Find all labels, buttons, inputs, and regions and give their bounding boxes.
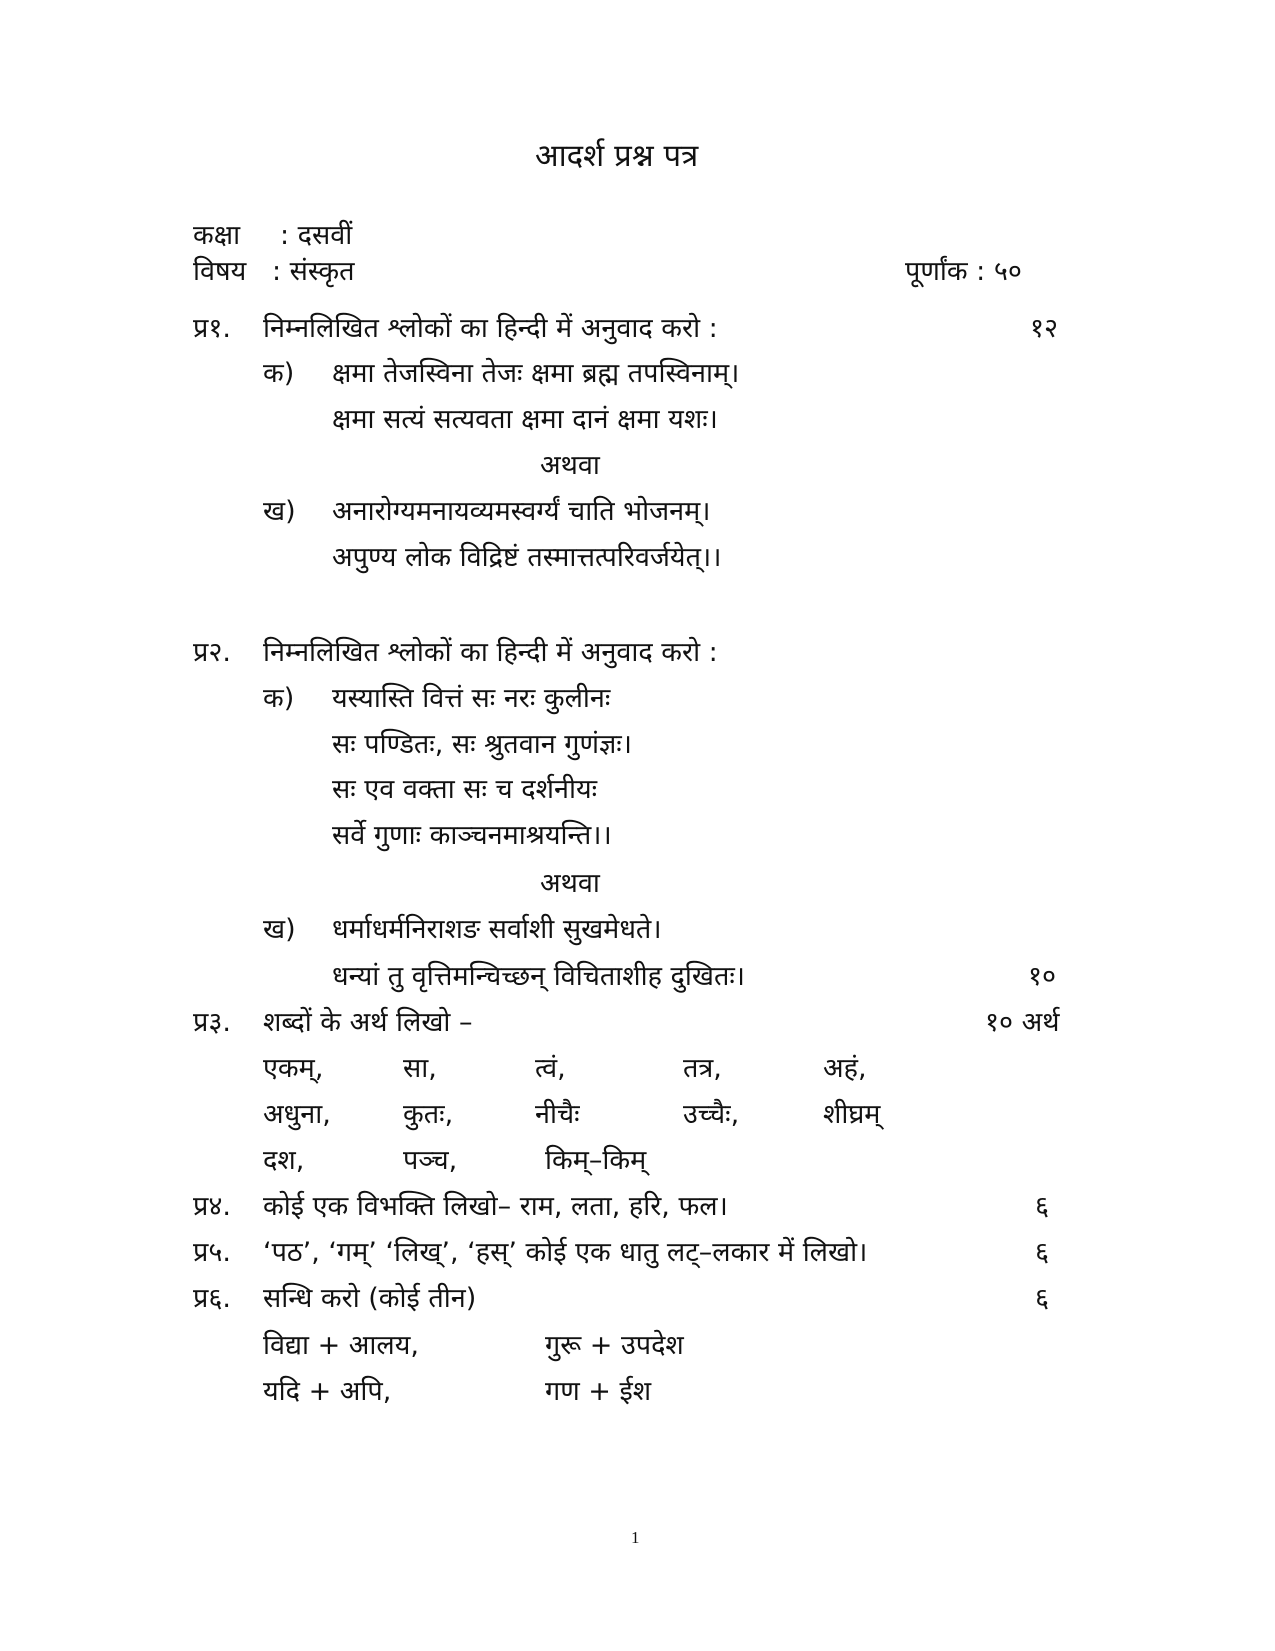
word-item: अहं, bbox=[823, 1053, 867, 1084]
page-number: 1 bbox=[631, 1528, 640, 1547]
q2-marks: १० bbox=[1028, 961, 1057, 992]
q4-text: कोई एक विभक्ति लिखो– राम, लता, हरि, फल। bbox=[263, 1191, 728, 1222]
q2-a-line2: सः पण्डितः, सः श्रुतवान गुणंज्ञः। bbox=[332, 729, 632, 760]
q2-b-line1: धर्माधर्मनिराशङ सर्वाशी सुखमेधते। bbox=[332, 914, 662, 945]
q1-a-line1: क्षमा तेजस्विना तेजः क्षमा ब्रह्म तपस्विनाम्। bbox=[332, 358, 740, 389]
subject-label: विषय bbox=[193, 256, 247, 287]
q2-b-line2: धन्यां तु वृत्तिमन्चिच्छन् विचिताशीह दुखितः। bbox=[332, 961, 746, 992]
q2-text: निम्नलिखित श्लोकों का हिन्दी में अनुवाद करो : bbox=[263, 637, 718, 668]
q1-marks: १२ bbox=[1030, 313, 1059, 344]
subject-value: : संस्कृत bbox=[272, 256, 355, 287]
q6-text: सन्धि करो (कोई तीन) bbox=[263, 1283, 477, 1314]
q1-b-label: ख) bbox=[263, 496, 296, 527]
word-item: त्वं, bbox=[535, 1053, 566, 1084]
word-item: नीचैः bbox=[535, 1099, 580, 1130]
q4-marks: ६ bbox=[1035, 1191, 1050, 1222]
sandhi-item: विद्या + आलय, bbox=[263, 1330, 419, 1361]
word-item: शीघ्रम् bbox=[823, 1099, 881, 1130]
q6-marks: ६ bbox=[1035, 1283, 1050, 1314]
page-title: आदर्श प्रश्न पत्र bbox=[535, 138, 699, 174]
q2-or: अथवा bbox=[540, 868, 600, 899]
q2-a-line3: सः एव वक्ता सः च दर्शनीयः bbox=[332, 774, 598, 805]
q2-a-label: क) bbox=[263, 683, 295, 714]
q1-a-label: क) bbox=[263, 358, 295, 389]
total-marks: पूर्णांक : ५० bbox=[905, 256, 1022, 287]
class-label: कक्षा bbox=[193, 220, 241, 251]
word-item: किम्–किम् bbox=[545, 1145, 647, 1176]
q3-marks: १० अर्थ bbox=[985, 1007, 1060, 1038]
q2-a-line1: यस्यास्ति वित्तं सः नरः कुलीनः bbox=[332, 683, 611, 714]
word-item: उच्चैः, bbox=[683, 1099, 740, 1130]
word-item: अधुना, bbox=[263, 1099, 331, 1130]
sandhi-item: यदि + अपि, bbox=[263, 1376, 392, 1407]
word-item: पञ्च, bbox=[403, 1145, 458, 1176]
q1-b-line2: अपुण्य लोक विद्रिष्टं तस्मात्तत्परिवर्जयेत्।। bbox=[332, 542, 722, 573]
q3-number: प्र३. bbox=[193, 1007, 231, 1038]
q5-marks: ६ bbox=[1035, 1237, 1050, 1268]
q3-text: शब्दों के अर्थ लिखो – bbox=[263, 1007, 473, 1038]
q4-number: प्र४. bbox=[193, 1191, 231, 1222]
q5-number: प्र५. bbox=[193, 1237, 231, 1268]
q1-number: प्र१. bbox=[193, 313, 231, 344]
class-value: : दसवीं bbox=[280, 220, 353, 251]
word-item: कुतः, bbox=[403, 1099, 454, 1130]
sandhi-item: गुरू + उपदेश bbox=[545, 1330, 684, 1361]
q1-a-line2: क्षमा सत्यं सत्यवता क्षमा दानं क्षमा यशः। bbox=[332, 404, 718, 435]
q1-b-line1: अनारोग्यमनायव्यमस्वर्ग्यं चाति भोजनम्। bbox=[332, 496, 711, 527]
q6-number: प्र६. bbox=[193, 1283, 231, 1314]
word-item: दश, bbox=[263, 1145, 305, 1176]
word-item: एकम्, bbox=[263, 1053, 324, 1084]
q1-text: निम्नलिखित श्लोकों का हिन्दी में अनुवाद करो : bbox=[263, 313, 718, 344]
q5-text: ‘पठ’, ‘गम्’ ‘लिख्’, ‘हस्’ कोई एक धातु लट्–लकार में लिखो। bbox=[263, 1237, 868, 1268]
word-item: तत्र, bbox=[683, 1053, 722, 1084]
q2-number: प्र२. bbox=[193, 637, 231, 668]
q2-a-line4: सर्वे गुणाः काञ्चनमाश्रयन्ति।। bbox=[332, 820, 612, 851]
q2-b-label: ख) bbox=[263, 914, 296, 945]
q1-or: अथवा bbox=[540, 450, 600, 481]
word-item: सा, bbox=[403, 1053, 437, 1084]
sandhi-item: गण + ईश bbox=[545, 1376, 652, 1407]
